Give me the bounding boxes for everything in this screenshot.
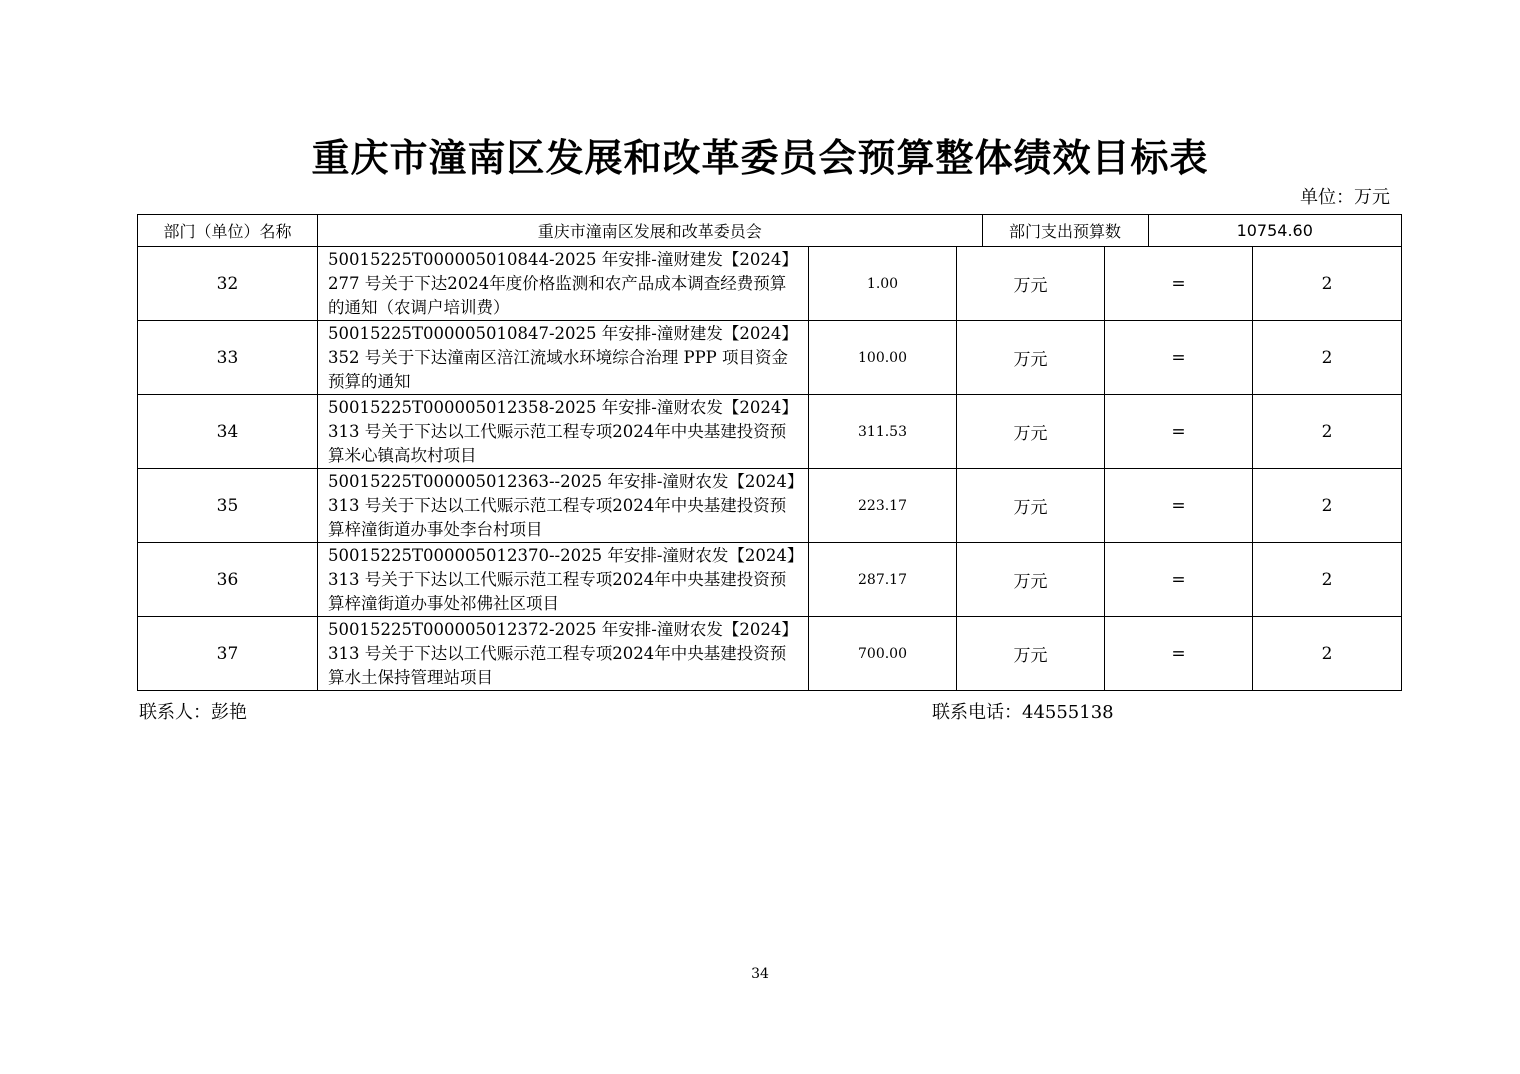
table-row [138, 543, 1402, 617]
row-operator: = [1105, 321, 1253, 395]
row-weight: 2 [1253, 395, 1402, 469]
performance-table [137, 214, 1402, 691]
table-row [138, 321, 1402, 395]
row-weight: 2 [1253, 247, 1402, 321]
row-amount: 100.00 [809, 321, 957, 395]
row-number: 33 [138, 321, 318, 395]
row-operator: = [1105, 617, 1253, 691]
row-amount: 311.53 [809, 395, 957, 469]
dept-name-label: 部门（单位）名称 [138, 215, 318, 247]
table-body [138, 247, 1402, 691]
row-weight: 2 [1253, 469, 1402, 543]
row-weight: 2 [1253, 543, 1402, 617]
table-row [138, 247, 1402, 321]
contact-person: 联系人：彭艳 [139, 702, 247, 723]
row-description: 50015225T000005012358-2025 年安排-潼财农发【2024】313 号关于下达以工代赈示范工程专项2024年中央基建投资预算米心镇高坎村项目 [318, 395, 809, 469]
row-description: 50015225T000005012370--2025 年安排-潼财农发【2024】313 号关于下达以工代赈示范工程专项2024年中央基建投资预算梓潼街道办事处祁佛社区项目 [318, 543, 809, 617]
table-row [138, 469, 1402, 543]
unit-label: 单位：万元 [1300, 187, 1390, 208]
contact-phone: 联系电话：44555138 [932, 702, 1114, 723]
row-unit: 万元 [957, 617, 1105, 691]
row-amount: 287.17 [809, 543, 957, 617]
row-unit: 万元 [957, 247, 1105, 321]
row-amount: 1.00 [809, 247, 957, 321]
page-title: 重庆市潼南区发展和改革委员会预算整体绩效目标表 [311, 135, 1209, 180]
row-weight: 2 [1253, 321, 1402, 395]
row-operator: = [1105, 247, 1253, 321]
row-number: 37 [138, 617, 318, 691]
row-unit: 万元 [957, 543, 1105, 617]
header-row [138, 215, 1402, 247]
row-number: 34 [138, 395, 318, 469]
budget-label: 部门支出预算数 [982, 215, 1148, 246]
table-row [138, 395, 1402, 469]
page-number: 34 [751, 966, 769, 982]
row-number: 36 [138, 543, 318, 617]
row-description: 50015225T000005010844-2025 年安排-潼财建发【2024】277 号关于下达2024年度价格监测和农产品成本调查经费预算的通知（农调户培训费） [318, 247, 809, 321]
table-row [138, 617, 1402, 691]
row-operator: = [1105, 469, 1253, 543]
dept-name-value: 重庆市潼南区发展和改革委员会 [318, 215, 982, 246]
row-amount: 223.17 [809, 469, 957, 543]
row-description: 50015225T000005012372-2025 年安排-潼财农发【2024】313 号关于下达以工代赈示范工程专项2024年中央基建投资预算水土保持管理站项目 [318, 617, 809, 691]
row-number: 35 [138, 469, 318, 543]
row-operator: = [1105, 543, 1253, 617]
row-description: 50015225T000005010847-2025 年安排-潼财建发【2024】352 号关于下达潼南区涪江流域水环境综合治理 PPP 项目资金预算的通知 [318, 321, 809, 395]
row-unit: 万元 [957, 395, 1105, 469]
row-unit: 万元 [957, 469, 1105, 543]
row-description: 50015225T000005012363--2025 年安排-潼财农发【2024】313 号关于下达以工代赈示范工程专项2024年中央基建投资预算梓潼街道办事处李台村项目 [318, 469, 809, 543]
row-operator: = [1105, 395, 1253, 469]
row-weight: 2 [1253, 617, 1402, 691]
row-unit: 万元 [957, 321, 1105, 395]
header-right-cell [318, 215, 1402, 247]
row-number: 32 [138, 247, 318, 321]
budget-value: 10754.60 [1236, 221, 1313, 240]
row-amount: 700.00 [809, 617, 957, 691]
